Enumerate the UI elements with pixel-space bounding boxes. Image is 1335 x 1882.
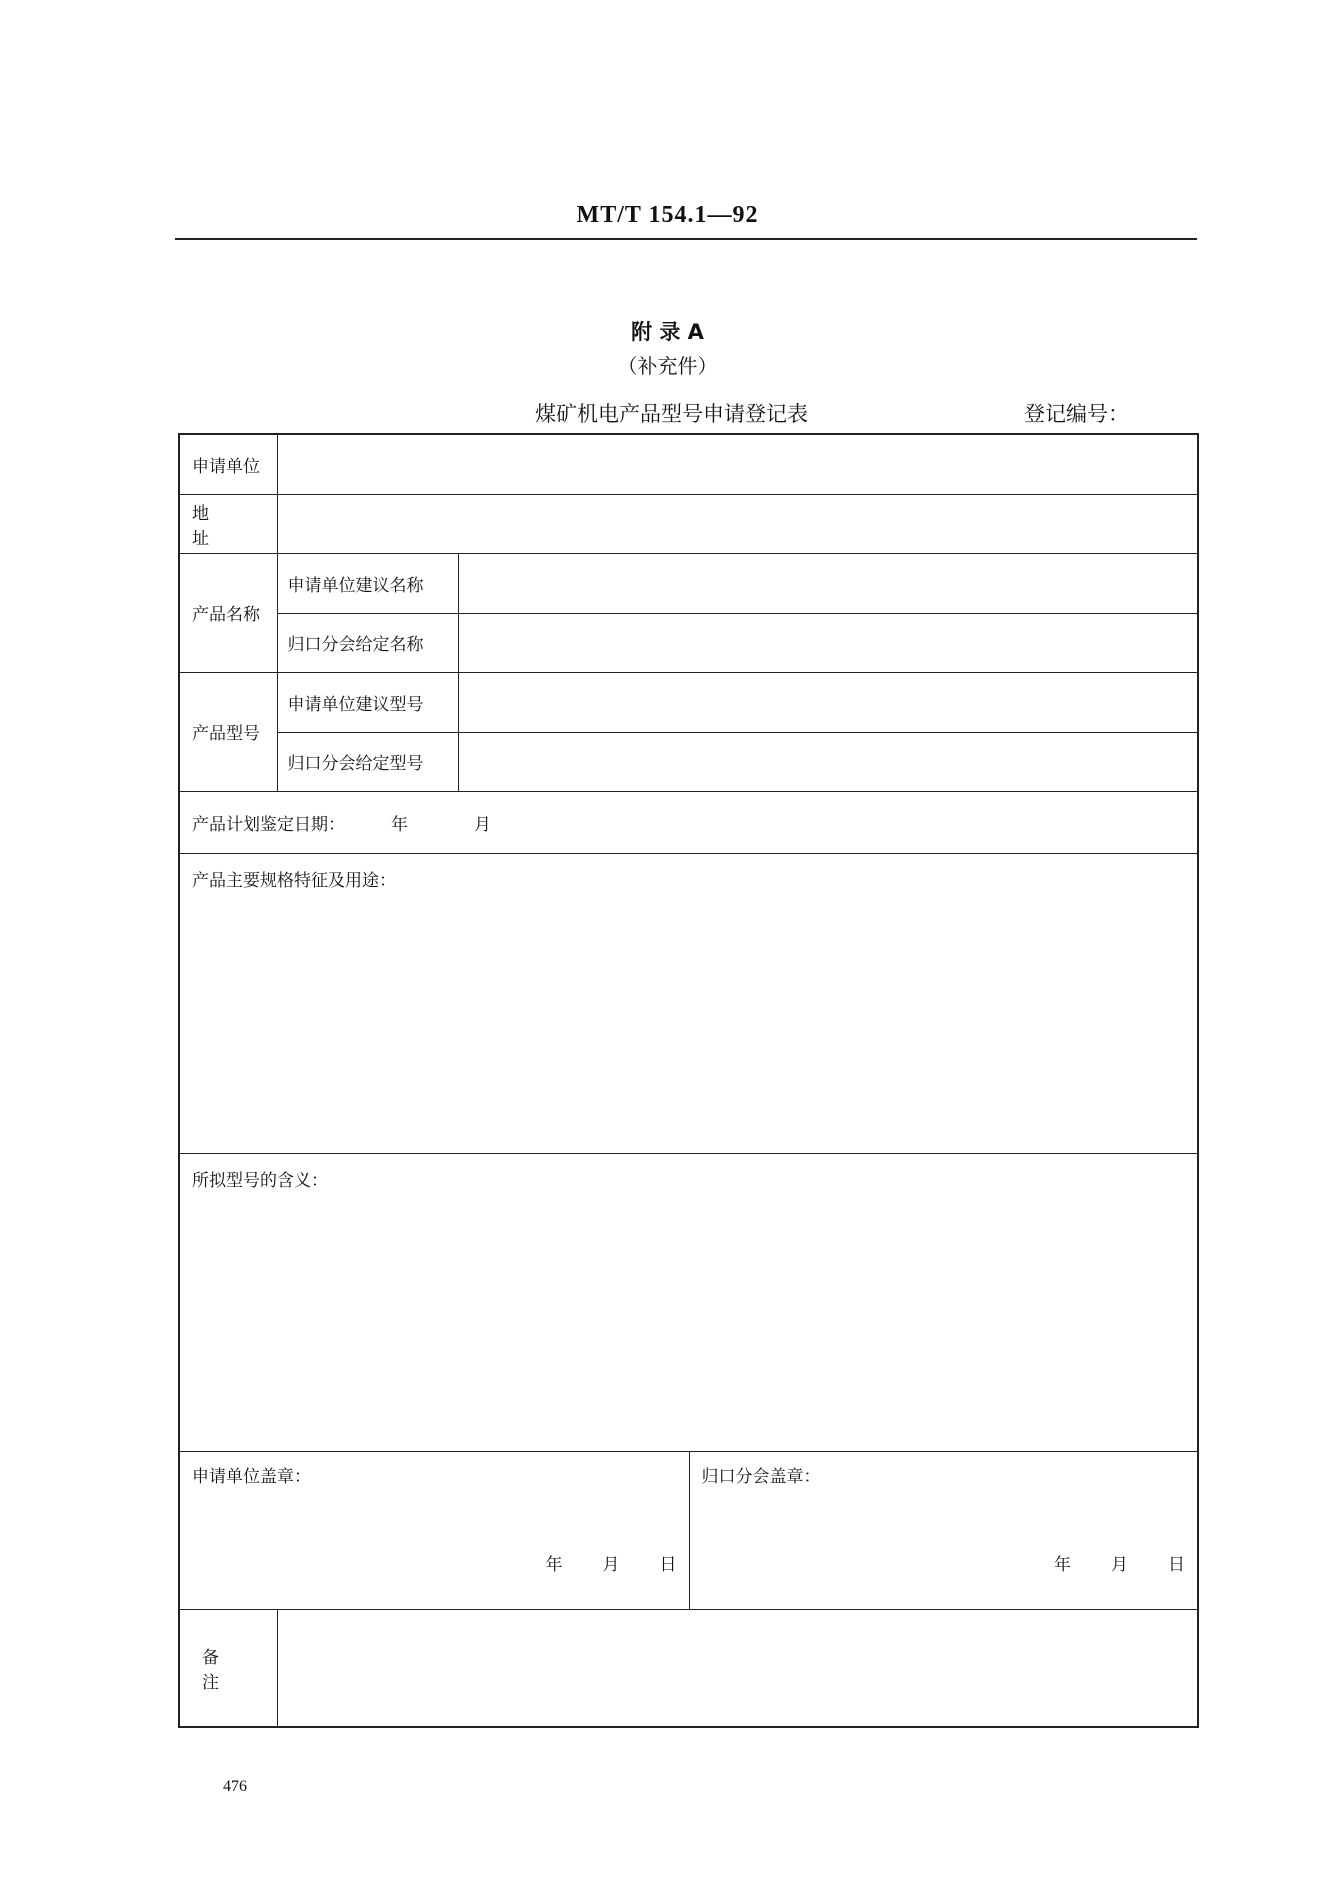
remarks-label: 备 注 [179,1609,277,1727]
product-name-label: 产品名称 [179,553,277,672]
spec-label: 产品主要规格特征及用途： [192,870,396,891]
appraisal-date-label: 产品计划鉴定日期： [192,814,345,835]
applicant-seal-label: 申请单位盖章： [192,1466,311,1487]
registration-number-label: 登记编号： [1024,402,1129,426]
appraisal-year-label: 年 [391,814,408,835]
appraisal-month-label: 月 [474,814,491,835]
branch-seal-label: 归口分会盖章： [701,1466,821,1487]
applicant-suggested-name-field[interactable] [458,553,1198,613]
appendix-title: 附 录 A [631,320,704,344]
registration-form [178,433,1199,1728]
model-meaning-section[interactable] [179,1153,1198,1451]
appraisal-date-row[interactable] [179,791,1198,853]
branch-given-model-field[interactable] [458,732,1198,791]
applicant-field[interactable] [277,434,1198,494]
branch-seal-section[interactable] [689,1451,1198,1609]
applicant-suggested-name-label: 申请单位建议名称 [277,553,458,613]
applicant-suggested-model-field[interactable] [458,672,1198,732]
form-title: 煤矿机电产品型号申请登记表 [535,402,808,426]
branch-given-model-label: 归口分会给定型号 [277,732,458,791]
applicant-seal-section[interactable] [179,1451,689,1609]
product-model-label: 产品型号 [179,672,277,791]
spec-section[interactable] [179,853,1198,1153]
branch-seal-date: 年 月 日 [1054,1554,1185,1575]
remarks-field[interactable] [277,1609,1198,1727]
model-meaning-label: 所拟型号的含义： [192,1170,328,1191]
page-number: 476 [223,1778,247,1795]
branch-given-name-label: 归口分会给定名称 [277,613,458,672]
applicant-label: 申请单位 [179,434,277,494]
header-rule [175,238,1197,240]
branch-given-name-field[interactable] [458,613,1198,672]
address-field[interactable] [277,494,1198,553]
address-label: 地 址 [179,494,277,553]
standard-code: MT/T 154.1—92 [576,202,759,228]
appendix-subtitle: （补充件） [617,354,718,378]
applicant-suggested-model-label: 申请单位建议型号 [277,672,458,732]
applicant-seal-date: 年 月 日 [545,1554,677,1575]
